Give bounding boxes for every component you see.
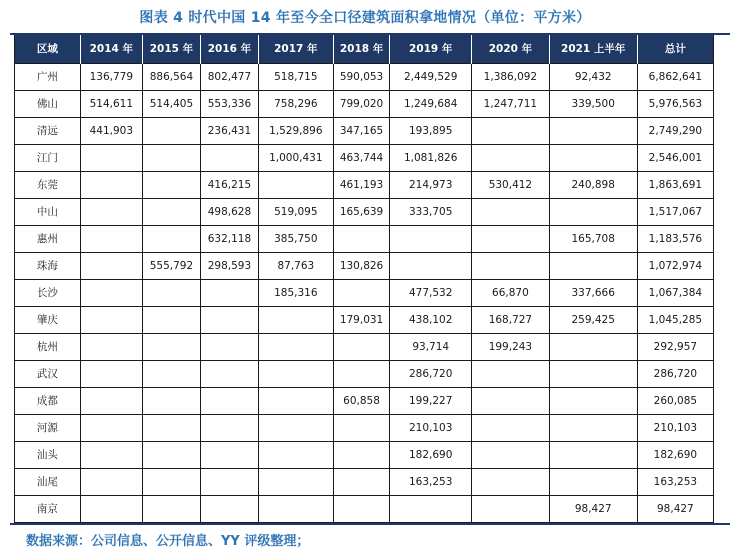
value-cell [549, 387, 637, 414]
value-cell [80, 279, 142, 306]
value-cell [80, 414, 142, 441]
value-cell: 240,898 [549, 171, 637, 198]
value-cell: 66,870 [472, 279, 550, 306]
value-cell: 210,103 [637, 414, 713, 441]
value-cell: 1,081,826 [390, 144, 472, 171]
value-cell [472, 360, 550, 387]
value-cell [258, 171, 333, 198]
value-cell [333, 441, 390, 468]
value-cell: 498,628 [200, 198, 258, 225]
table-body [15, 63, 714, 522]
value-cell [333, 225, 390, 252]
table-row [15, 117, 714, 144]
region-cell: 长沙 [15, 279, 81, 306]
value-cell [80, 144, 142, 171]
region-cell: 江门 [15, 144, 81, 171]
value-cell: 5,976,563 [637, 90, 713, 117]
value-cell: 210,103 [390, 414, 472, 441]
column-header: 2019 年 [390, 35, 472, 63]
column-header: 2015 年 [142, 35, 200, 63]
table-row [15, 495, 714, 522]
value-cell: 286,720 [637, 360, 713, 387]
value-cell: 477,532 [390, 279, 472, 306]
value-cell: 461,193 [333, 171, 390, 198]
column-header: 总计 [637, 35, 713, 63]
table-row [15, 360, 714, 387]
value-cell: 165,708 [549, 225, 637, 252]
region-cell: 中山 [15, 198, 81, 225]
value-cell [142, 387, 200, 414]
value-cell [472, 225, 550, 252]
value-cell: 385,750 [258, 225, 333, 252]
value-cell: 98,427 [637, 495, 713, 522]
table-header-row [15, 35, 714, 63]
report-page [0, 7, 730, 557]
region-cell: 惠州 [15, 225, 81, 252]
value-cell: 347,165 [333, 117, 390, 144]
value-cell [472, 387, 550, 414]
value-cell [333, 279, 390, 306]
value-cell: 185,316 [258, 279, 333, 306]
region-cell: 汕头 [15, 441, 81, 468]
value-cell [472, 117, 550, 144]
value-cell: 168,727 [472, 306, 550, 333]
value-cell: 60,858 [333, 387, 390, 414]
value-cell [142, 333, 200, 360]
value-cell [80, 495, 142, 522]
value-cell [200, 144, 258, 171]
value-cell: 182,690 [390, 441, 472, 468]
value-cell: 632,118 [200, 225, 258, 252]
region-cell: 南京 [15, 495, 81, 522]
value-cell [142, 441, 200, 468]
value-cell: 87,763 [258, 252, 333, 279]
value-cell [333, 414, 390, 441]
table-row [15, 198, 714, 225]
value-cell: 799,020 [333, 90, 390, 117]
value-cell: 179,031 [333, 306, 390, 333]
value-cell: 441,903 [80, 117, 142, 144]
value-cell [549, 117, 637, 144]
column-header: 区域 [15, 35, 81, 63]
value-cell: 463,744 [333, 144, 390, 171]
value-cell: 1,863,691 [637, 171, 713, 198]
value-cell: 590,053 [333, 63, 390, 90]
region-cell: 广州 [15, 63, 81, 90]
value-cell [142, 198, 200, 225]
value-cell: 93,714 [390, 333, 472, 360]
value-cell: 519,095 [258, 198, 333, 225]
value-cell: 2,449,529 [390, 63, 472, 90]
bottom-rule [10, 523, 730, 525]
value-cell: 199,243 [472, 333, 550, 360]
value-cell [472, 468, 550, 495]
table-row [15, 414, 714, 441]
value-cell [80, 333, 142, 360]
value-cell: 136,779 [80, 63, 142, 90]
column-header: 2020 年 [472, 35, 550, 63]
value-cell [333, 468, 390, 495]
region-cell: 汕尾 [15, 468, 81, 495]
value-cell: 1,045,285 [637, 306, 713, 333]
value-cell [549, 333, 637, 360]
column-header: 2014 年 [80, 35, 142, 63]
value-cell [390, 225, 472, 252]
table-row [15, 279, 714, 306]
value-cell: 163,253 [637, 468, 713, 495]
value-cell: 337,666 [549, 279, 637, 306]
value-cell [333, 360, 390, 387]
value-cell [472, 252, 550, 279]
value-cell [80, 306, 142, 333]
value-cell: 514,405 [142, 90, 200, 117]
table-row [15, 333, 714, 360]
value-cell [80, 225, 142, 252]
landbank-table [14, 35, 714, 523]
value-cell [258, 360, 333, 387]
value-cell: 163,253 [390, 468, 472, 495]
value-cell: 438,102 [390, 306, 472, 333]
value-cell [549, 144, 637, 171]
value-cell [549, 468, 637, 495]
data-source-note: 数据来源：公司信息、公开信息、YY 评级整理； [26, 533, 310, 549]
value-cell [472, 198, 550, 225]
region-cell: 佛山 [15, 90, 81, 117]
value-cell: 259,425 [549, 306, 637, 333]
value-cell [80, 171, 142, 198]
value-cell [390, 495, 472, 522]
value-cell: 236,431 [200, 117, 258, 144]
region-cell: 武汉 [15, 360, 81, 387]
value-cell [258, 414, 333, 441]
value-cell [472, 495, 550, 522]
column-header: 2016 年 [200, 35, 258, 63]
value-cell [258, 468, 333, 495]
table-row [15, 63, 714, 90]
value-cell [142, 117, 200, 144]
value-cell [142, 225, 200, 252]
table-row [15, 252, 714, 279]
value-cell: 1,067,384 [637, 279, 713, 306]
value-cell: 530,412 [472, 171, 550, 198]
value-cell [142, 279, 200, 306]
value-cell: 182,690 [637, 441, 713, 468]
chart-title: 图表 4 时代中国 14 年至今全口径建筑面积拿地情况（单位：平方米） [139, 10, 591, 26]
value-cell: 1,247,711 [472, 90, 550, 117]
value-cell: 2,546,001 [637, 144, 713, 171]
value-cell: 98,427 [549, 495, 637, 522]
value-cell [142, 360, 200, 387]
value-cell: 260,085 [637, 387, 713, 414]
value-cell: 518,715 [258, 63, 333, 90]
value-cell [142, 306, 200, 333]
value-cell: 298,593 [200, 252, 258, 279]
value-cell [333, 333, 390, 360]
value-cell [200, 279, 258, 306]
value-cell [549, 414, 637, 441]
value-cell [142, 495, 200, 522]
value-cell [258, 306, 333, 333]
value-cell [200, 441, 258, 468]
value-cell [142, 468, 200, 495]
value-cell: 514,611 [80, 90, 142, 117]
value-cell [80, 441, 142, 468]
value-cell [472, 441, 550, 468]
value-cell [549, 198, 637, 225]
column-header: 2021 上半年 [549, 35, 637, 63]
value-cell: 333,705 [390, 198, 472, 225]
table-row [15, 144, 714, 171]
value-cell: 1,517,067 [637, 198, 713, 225]
table-row [15, 306, 714, 333]
region-cell: 肇庆 [15, 306, 81, 333]
value-cell [258, 387, 333, 414]
value-cell [258, 441, 333, 468]
column-header: 2017 年 [258, 35, 333, 63]
value-cell [200, 360, 258, 387]
value-cell: 286,720 [390, 360, 472, 387]
value-cell [200, 414, 258, 441]
value-cell: 1,072,974 [637, 252, 713, 279]
value-cell [549, 360, 637, 387]
value-cell [142, 144, 200, 171]
region-cell: 杭州 [15, 333, 81, 360]
region-cell: 东莞 [15, 171, 81, 198]
table-row [15, 225, 714, 252]
value-cell [142, 171, 200, 198]
region-cell: 河源 [15, 414, 81, 441]
table-row [15, 171, 714, 198]
value-cell: 1,000,431 [258, 144, 333, 171]
value-cell [80, 198, 142, 225]
value-cell: 193,895 [390, 117, 472, 144]
value-cell [258, 495, 333, 522]
value-cell [258, 333, 333, 360]
column-header: 2018 年 [333, 35, 390, 63]
value-cell: 6,862,641 [637, 63, 713, 90]
value-cell [472, 414, 550, 441]
value-cell [200, 306, 258, 333]
value-cell: 416,215 [200, 171, 258, 198]
table-row [15, 387, 714, 414]
value-cell: 339,500 [549, 90, 637, 117]
value-cell: 214,973 [390, 171, 472, 198]
value-cell: 1,386,092 [472, 63, 550, 90]
region-cell: 珠海 [15, 252, 81, 279]
value-cell: 1,249,684 [390, 90, 472, 117]
value-cell [549, 441, 637, 468]
value-cell: 92,432 [549, 63, 637, 90]
value-cell [80, 360, 142, 387]
region-cell: 成都 [15, 387, 81, 414]
value-cell: 886,564 [142, 63, 200, 90]
value-cell: 553,336 [200, 90, 258, 117]
value-cell: 758,296 [258, 90, 333, 117]
value-cell [80, 468, 142, 495]
value-cell: 1,183,576 [637, 225, 713, 252]
table-row [15, 90, 714, 117]
value-cell: 292,957 [637, 333, 713, 360]
value-cell [80, 387, 142, 414]
value-cell [200, 495, 258, 522]
value-cell [80, 252, 142, 279]
value-cell: 555,792 [142, 252, 200, 279]
value-cell: 130,826 [333, 252, 390, 279]
table-row [15, 468, 714, 495]
value-cell: 165,639 [333, 198, 390, 225]
value-cell: 802,477 [200, 63, 258, 90]
value-cell: 199,227 [390, 387, 472, 414]
value-cell [200, 333, 258, 360]
table-row [15, 441, 714, 468]
value-cell [472, 144, 550, 171]
region-cell: 清远 [15, 117, 81, 144]
value-cell [142, 414, 200, 441]
value-cell [390, 252, 472, 279]
value-cell [200, 387, 258, 414]
value-cell: 1,529,896 [258, 117, 333, 144]
value-cell [200, 468, 258, 495]
value-cell [333, 495, 390, 522]
value-cell [549, 252, 637, 279]
value-cell: 2,749,290 [637, 117, 713, 144]
